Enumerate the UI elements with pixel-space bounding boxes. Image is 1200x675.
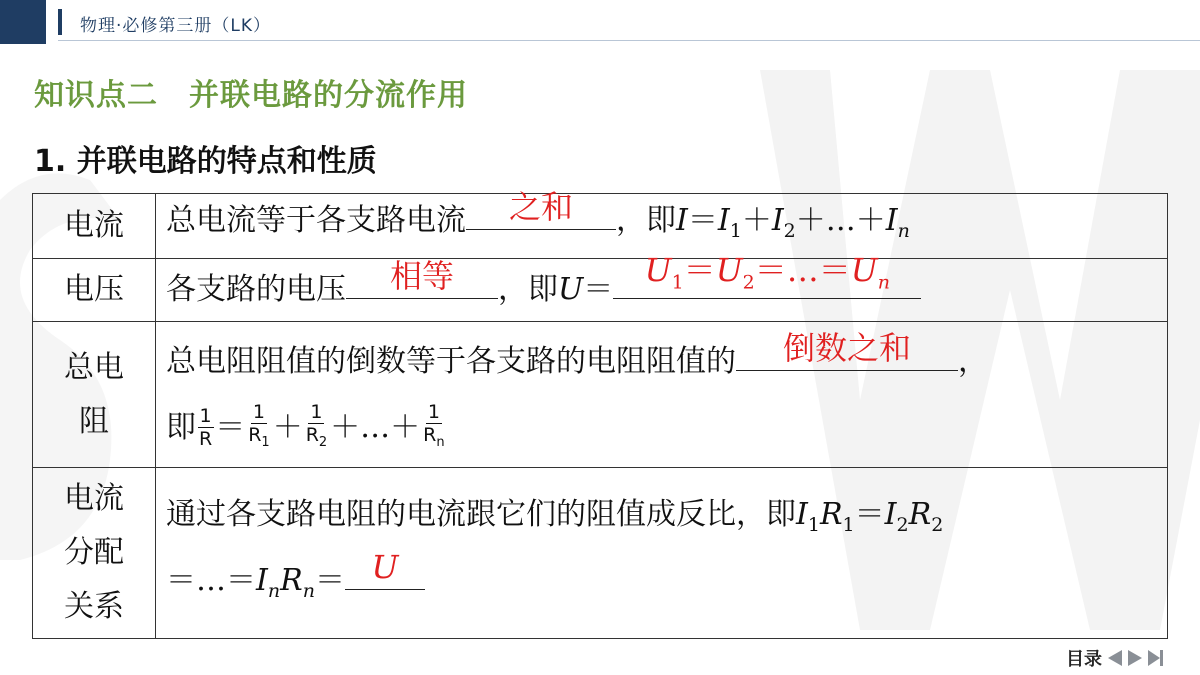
formula-subscript: 1: [261, 434, 270, 450]
fraction-denominator: [246, 424, 271, 454]
answer-formula: [613, 250, 921, 293]
formula-var: R: [199, 428, 213, 450]
table-row-current: [33, 194, 1168, 259]
fraction-denominator: [421, 424, 446, 454]
fraction-denominator: [304, 424, 329, 454]
fraction: [197, 405, 214, 450]
formula-subscript: 1: [842, 514, 855, 536]
formula-var: I: [256, 563, 268, 598]
previous-page-icon[interactable]: [1108, 650, 1122, 666]
row-text: ，即: [616, 203, 676, 238]
formula-op: ＋…＋: [795, 203, 886, 238]
fraction-numerator: 1: [310, 401, 323, 424]
row-line: [166, 548, 1157, 619]
answer-text: 相等: [389, 257, 454, 295]
formula-var: R: [280, 563, 303, 598]
formula-subscript: 2: [931, 514, 944, 536]
answer-blank: [346, 257, 498, 299]
row-text: 通过各支路电阻的电流跟它们的阻值成反比，即: [166, 497, 796, 532]
row-label: 电流: [33, 194, 156, 259]
formula-subscript: n: [897, 220, 910, 242]
sub-title: 1. 并联电路的特点和性质: [34, 144, 377, 179]
row-content: [156, 250, 1168, 322]
table-row-voltage: [33, 259, 1168, 322]
formula-var: R: [819, 497, 843, 532]
toc-link[interactable]: 目录: [1066, 649, 1102, 670]
formula-var: I: [771, 203, 784, 238]
answer-text: 之和: [508, 188, 573, 226]
formula-var: I: [796, 497, 808, 532]
formula-op: ＝…＝: [166, 563, 256, 598]
fraction-numerator: 1: [199, 405, 212, 427]
answer-text: 倒数之和: [782, 328, 911, 367]
row-text: 各支路的电压: [166, 272, 346, 307]
section-title: 知识点二 并联电路的分流作用: [34, 78, 468, 113]
formula-op: ＋: [741, 203, 772, 238]
fraction-denominator: [197, 428, 214, 450]
row-label: [33, 322, 156, 468]
row-text: ，: [958, 343, 988, 379]
answer-blank: [613, 250, 921, 299]
row-line: [166, 329, 1157, 395]
formula-op: ＝: [583, 272, 614, 307]
row-label: 电压: [33, 259, 156, 322]
answer-blank: [466, 188, 616, 230]
formula-var: R: [908, 497, 932, 532]
formula-var: R: [248, 424, 262, 447]
fraction: [304, 401, 329, 454]
formula-subscript: n: [302, 580, 315, 602]
header-title: 物理·必修第三册（LK）: [80, 16, 272, 36]
formula-op: ＝: [215, 409, 246, 445]
formula-subscript: n: [267, 580, 281, 602]
header-bar: [58, 9, 62, 35]
formula-op: ＝: [314, 563, 345, 598]
formula-subscript: 1: [671, 271, 684, 293]
row-label-line: 分配: [64, 535, 124, 570]
formula-subscript: 2: [742, 271, 755, 293]
formula-var: U: [850, 250, 878, 289]
row-text: 总电流等于各支路电流: [166, 203, 466, 238]
formula-subscript: 1: [807, 514, 820, 536]
formula-subscript: n: [436, 434, 445, 450]
row-content: [156, 322, 1168, 468]
answer-blank: [345, 548, 425, 590]
row-text: 总电阻阻值的倒数等于各支路的电阻阻值的: [166, 343, 736, 379]
row-label-line: 电流: [64, 481, 124, 516]
formula-subscript: 2: [783, 220, 796, 242]
formula-var: R: [423, 424, 437, 447]
properties-table: [32, 188, 1168, 639]
fraction: [421, 401, 446, 454]
row-label-line: 阻: [79, 403, 109, 439]
row-text: 即: [166, 409, 196, 445]
row-line: [166, 487, 1157, 553]
formula-op: ＝: [683, 250, 716, 289]
formula-var: I: [676, 203, 688, 238]
formula-var: U: [558, 272, 584, 307]
row-content: [156, 468, 1168, 639]
next-page-icon[interactable]: [1128, 650, 1142, 666]
row-label-line: 关系: [64, 589, 124, 624]
formula-op: ＝: [687, 203, 718, 238]
formula-var: U: [715, 250, 743, 289]
formula-subscript: n: [877, 271, 890, 293]
formula-var: I: [885, 203, 898, 238]
header-block: [0, 0, 46, 44]
formula-subscript: 2: [318, 434, 328, 450]
last-page-icon[interactable]: [1148, 650, 1163, 666]
fraction-numerator: 1: [427, 401, 440, 424]
formula-op: ＝…＝: [754, 250, 851, 289]
answer-text: U: [371, 548, 399, 586]
formula-subscript: 1: [729, 220, 742, 242]
table-row-resistance: [33, 322, 1168, 468]
row-label-line: 总电: [64, 349, 124, 385]
fraction-numerator: 1: [252, 401, 265, 424]
formula-var: I: [884, 497, 897, 532]
formula-op: ＝: [854, 497, 885, 532]
formula-var: U: [644, 250, 672, 289]
fraction: [246, 401, 271, 454]
table-row-distribution: [33, 468, 1168, 639]
formula-op: ＋…＋: [330, 409, 421, 445]
row-label: [33, 468, 156, 639]
formula-var: I: [717, 203, 730, 238]
footer-nav: [1066, 645, 1163, 671]
answer-blank: [736, 328, 958, 371]
row-line: [166, 395, 1157, 461]
formula-op: ＋: [272, 409, 303, 445]
row-text: ，即: [498, 272, 558, 307]
formula-var: R: [305, 424, 319, 447]
row-content: [156, 188, 1168, 259]
formula-subscript: 2: [896, 514, 909, 536]
